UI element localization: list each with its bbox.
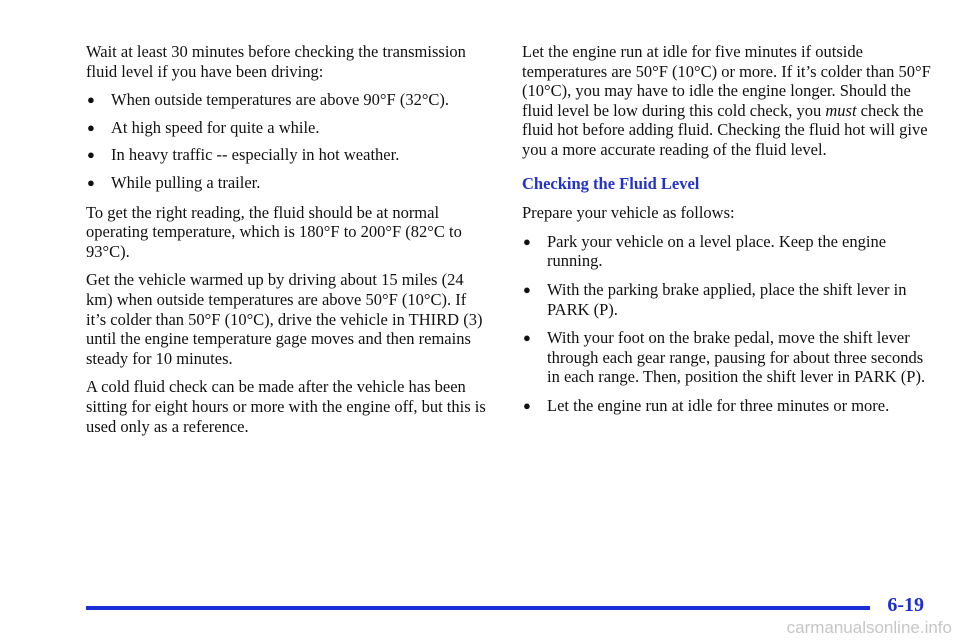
driving-conditions-list: [86, 90, 486, 192]
bullet-icon: ●: [523, 330, 531, 346]
preparation-steps-list: [522, 232, 932, 416]
bullet-icon: ●: [523, 281, 531, 297]
prepare-paragraph: Prepare your vehicle as follows:: [522, 203, 735, 223]
left-column: [86, 42, 486, 445]
list-item: ● In heavy traffic -- especially in hot weather.: [87, 145, 400, 165]
bullet-icon: ●: [87, 147, 95, 163]
bullet-icon: ●: [87, 119, 95, 135]
list-item: ● With the parking brake applied, place the shift lever in PARK (P).: [523, 279, 907, 319]
bullet-icon: ●: [87, 92, 95, 108]
bullet-icon: ●: [523, 397, 531, 413]
list-item: ● Park your vehicle on a level place. Keep the engine running.: [523, 231, 887, 271]
footer-rule: [86, 606, 870, 610]
list-item: ● While pulling a trailer.: [87, 172, 261, 192]
reading-paragraph: To get the right reading, the fluid should be at normal operating temperature, which is 180°F to 200°F (82°C to 93°C).: [86, 202, 462, 261]
cold-check-paragraph: A cold fluid check can be made after the vehicle has been sitting for eight hours or more with the engine off, but this is used only as a reference.: [86, 377, 486, 436]
bullet-icon: ●: [87, 174, 95, 190]
warm-up-paragraph: Get the vehicle warmed up by driving about 15 miles (24 km) when outside temperatures are above 50°F (10°C). If it’s colder than 50°F (10°C), drive the vehicle in THIRD (3) until the engine temperature gage moves and then remains steady for 10 minutes.: [86, 270, 483, 368]
bullet-icon: ●: [523, 233, 531, 249]
page-number: 6-19: [887, 594, 924, 616]
emphasis-must: must: [825, 100, 857, 120]
list-item: ● Let the engine run at idle for three minutes or more.: [523, 395, 890, 415]
right-column: [522, 42, 932, 425]
list-item: ● With your foot on the brake pedal, move the shift lever through each gear range, pausing for about three seconds in each range. Then, position the shift lever in PARK (P).: [523, 328, 926, 387]
idle-paragraph: Let the engine run at idle for five minutes if outside temperatures are 50°F (10°C) or more. If it’s colder than 50°F (10°C), you may have to idle the engine longer. Should the fluid level be low during this cold check, you must check the fluid hot before adding fluid. Checking the fluid hot will give you a more accurate reading of the fluid level.: [522, 42, 931, 159]
list-item: ● When outside temperatures are above 90°F (32°C).: [87, 90, 450, 110]
section-heading: Checking the Fluid Level: [522, 173, 700, 193]
watermark: carmanualsonline.info: [786, 618, 952, 637]
list-item: ● At high speed for quite a while.: [87, 117, 320, 137]
intro-paragraph: Wait at least 30 minutes before checking the transmission fluid level if you have been driving:: [86, 42, 466, 81]
